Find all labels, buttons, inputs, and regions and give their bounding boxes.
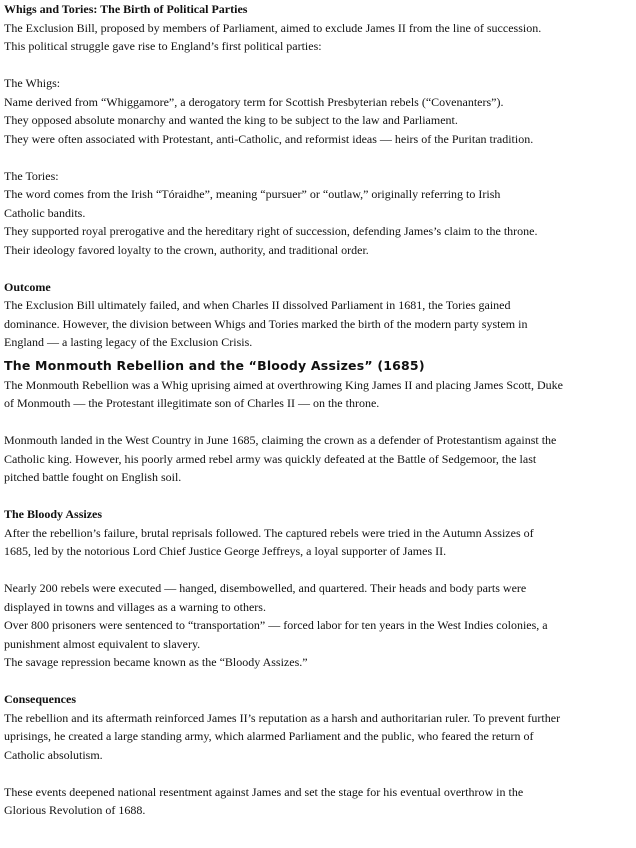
blank-line: [4, 259, 632, 278]
blank-line: [4, 672, 632, 691]
paragraph-line: These events deepened national resentment against James and set the stage for his eventual overthrow in the: [4, 784, 524, 799]
paragraph-line: The Monmouth Rebellion was a Whig uprising aimed at overthrowing King James II and placing James Scott, Duke: [4, 377, 564, 392]
paragraph-line: uprisings, he created a large standing army, which alarmed Parliament and the public, who feared the return of: [4, 729, 534, 743]
paragraph-line: Monmouth landed in the West Country in June 1685, claiming the crown as a defender of Protestantism against the: [4, 433, 557, 447]
paragraph-line: They were often associated with Protestant, anti-Catholic, and reformist ideas — heirs of the Puritan tradition.: [4, 131, 534, 146]
paragraph-line: The Exclusion Bill ultimately failed, and when Charles II dissolved Parliament in 1681, the Tories gained: [4, 298, 511, 312]
paragraph-line: of Monmouth — the Protestant illegitimate son of Charles II — on the throne.: [4, 396, 380, 410]
blank-line: [4, 413, 632, 432]
paragraph-line: punishment almost equivalent to slavery.: [4, 636, 201, 651]
section-heading-consequences: Consequences: [4, 692, 77, 706]
subheading-tories: The Tories:: [4, 168, 59, 183]
paragraph-line: Glorious Revolution of 1688.: [4, 803, 146, 817]
section-heading-whigs-tories: Whigs and Tories: The Birth of Political Parties: [4, 2, 248, 16]
section-heading-bloody-assizes: The Bloody Assizes: [4, 507, 103, 521]
paragraph-line: The savage repression became known as the “Bloody Assizes.”: [4, 655, 308, 669]
section-heading-monmouth: The Monmouth Rebellion and the “Bloody Assizes” (1685): [4, 357, 425, 373]
subheading-whigs: The Whigs:: [4, 76, 61, 90]
paragraph-line: The rebellion and its aftermath reinforced James II’s reputation as a harsh and authoritarian ruler. To prevent further: [4, 710, 561, 725]
paragraph-line: Their ideology favored loyalty to the crown, authority, and traditional order.: [4, 242, 369, 257]
blank-line: [4, 148, 632, 167]
paragraph-line: displayed in towns and villages as a warning to others.: [4, 599, 266, 614]
paragraph-line: 1685, led by the notorious Lord Chief Justice George Jeffreys, a loyal supporter of James II.: [4, 544, 447, 558]
blank-line: [4, 764, 632, 783]
paragraph-line: Name derived from “Whiggamore”, a derogatory term for Scottish Presbyterian rebels (“Covenanters”).: [4, 94, 504, 109]
paragraph-line: pitched battle fought on English soil.: [4, 470, 182, 484]
blank-line: [4, 56, 632, 75]
paragraph-line: Nearly 200 rebels were executed — hanged, disembowelled, and quartered. Their heads and body parts were: [4, 581, 527, 595]
paragraph-line: Catholic absolutism.: [4, 747, 103, 762]
paragraph-line: England — a lasting legacy of the Exclusion Crisis.: [4, 335, 253, 349]
paragraph-line: The word comes from the Irish “Tóraidhe”, meaning “pursuer” or “outlaw,” originally referring to Irish: [4, 187, 501, 201]
blank-line: [4, 487, 632, 506]
paragraph-line: dominance. However, the division between Whigs and Tories marked the birth of the modern party system in: [4, 316, 528, 331]
paragraph-line: They supported royal prerogative and the hereditary right of succession, defending James’s claim to the throne.: [4, 224, 538, 238]
paragraph-line: Catholic king. However, his poorly armed rebel army was quickly defeated at the Battle of Sedgemoor, the last: [4, 451, 537, 466]
section-heading-outcome: Outcome: [4, 279, 51, 294]
paragraph-line: Catholic bandits.: [4, 205, 86, 220]
paragraph-line: They opposed absolute monarchy and wanted the king to be subject to the law and Parliament.: [4, 113, 458, 127]
paragraph-line: After the rebellion’s failure, brutal reprisals followed. The captured rebels were tried in the Autumn Assizes of: [4, 525, 534, 540]
paragraph-line: This political struggle gave rise to England’s first political parties:: [4, 39, 322, 53]
paragraph-line: The Exclusion Bill, proposed by members of Parliament, aimed to exclude James II from the line of succession.: [4, 20, 542, 35]
paragraph-line: Over 800 prisoners were sentenced to “transportation” — forced labor for ten years in the West Indies colonies, a: [4, 618, 548, 632]
blank-line: [4, 561, 632, 580]
